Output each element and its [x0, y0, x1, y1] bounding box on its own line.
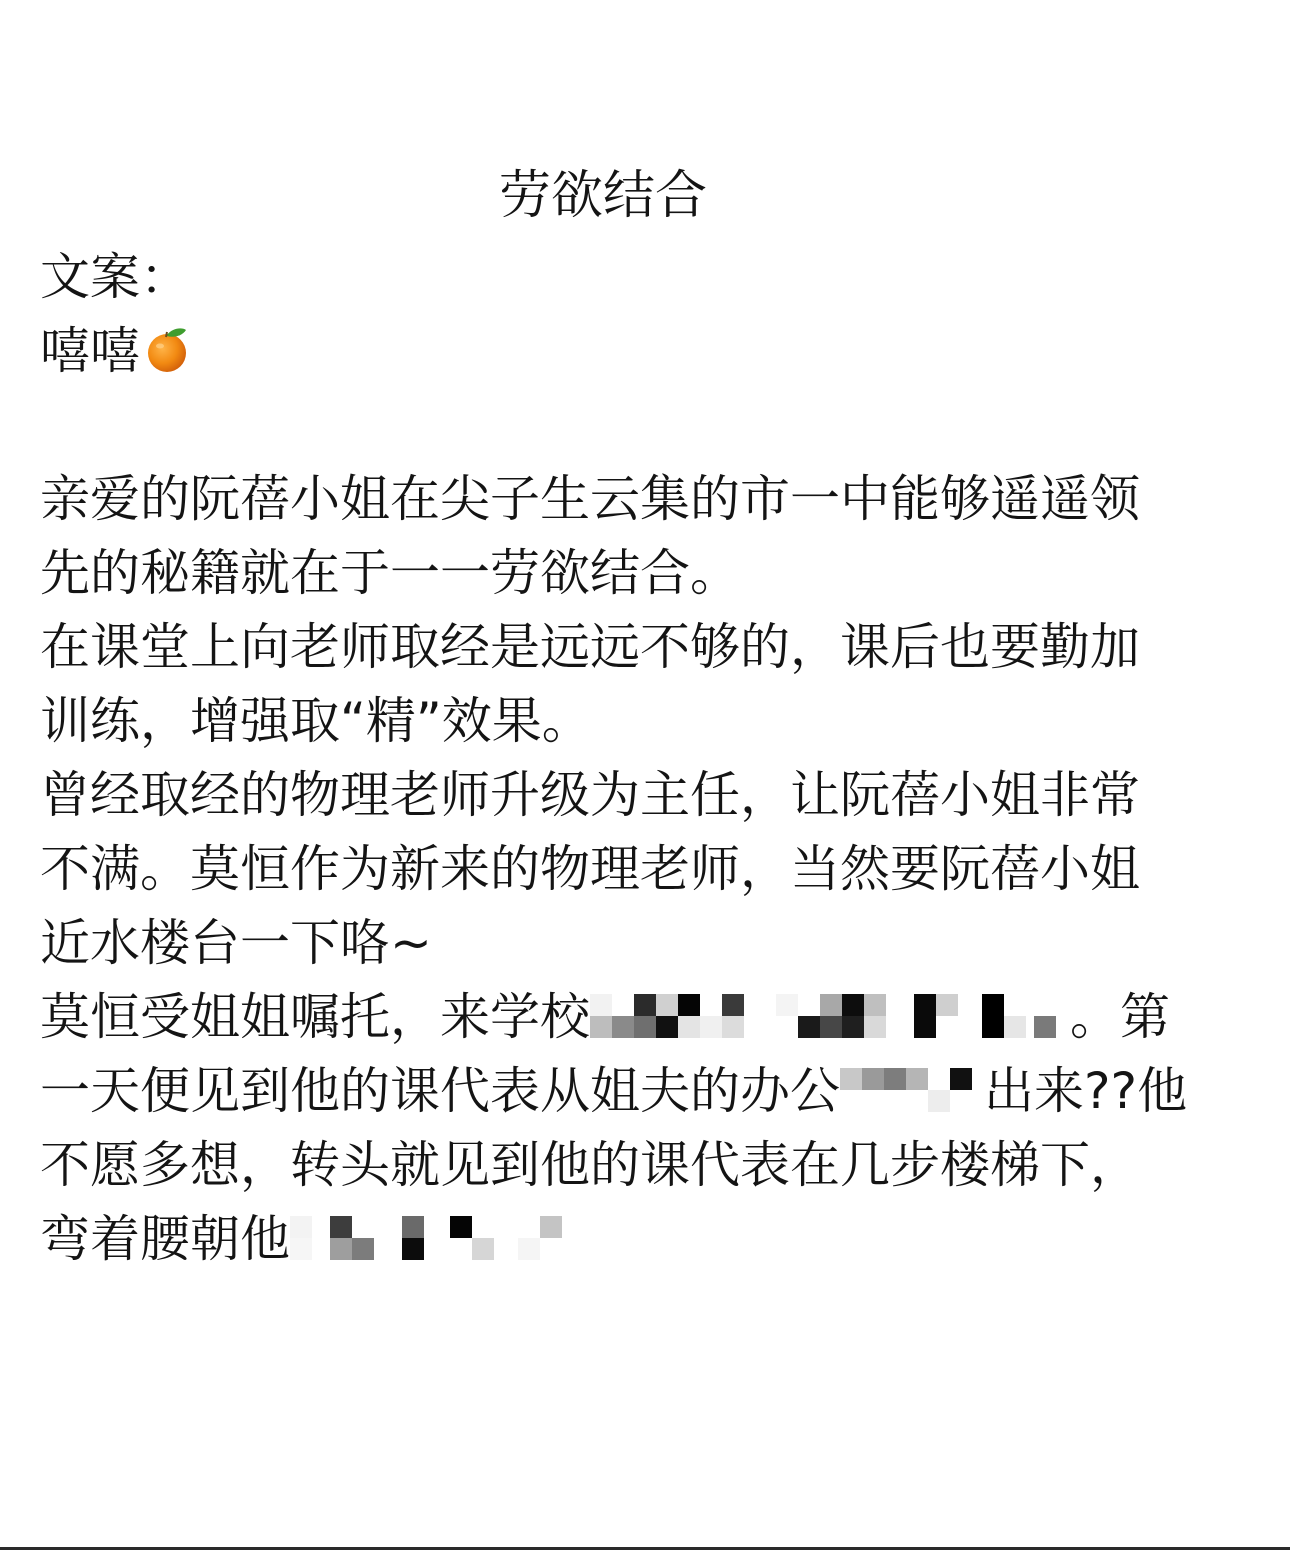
- paragraph-4-line-2-start: 一天便见到他的课代表从姐夫的办公: [40, 1062, 840, 1120]
- paragraph-2-line-2: 训练，增强取“精”效果。: [40, 692, 592, 750]
- intro-line: [40, 314, 1210, 388]
- intro-label: 文案：: [40, 248, 190, 306]
- paragraph-4-line-3: 不愿多想，转头就见到他的课代表在几步楼梯下，: [40, 1136, 1140, 1194]
- paragraph-4-line-1-start: 莫恒受姐姐嘱托，来学校: [40, 988, 590, 1046]
- paragraph-3-line-3: 近水楼台一下咯~: [40, 914, 432, 972]
- paragraph-3-line-2: 不满。莫恒作为新来的物理老师，当然要阮蓓小姐: [40, 840, 1140, 898]
- redaction-mosaic-2: [840, 1068, 984, 1122]
- paragraph-4-line-2-end: 出来??他: [984, 1062, 1188, 1120]
- redaction-mosaic-3: [290, 1216, 610, 1270]
- blank-line: [40, 388, 1210, 462]
- paragraph-4-line-4: [40, 1202, 1210, 1276]
- paragraph-4-line-2: [40, 1054, 1210, 1128]
- document-title: 劳欲结合: [498, 166, 707, 226]
- paragraph-4-line-4-start: 弯着腰朝他: [40, 1210, 290, 1268]
- redaction-mosaic-1: [590, 994, 1070, 1048]
- paragraph-4-line-1: [40, 980, 1210, 1054]
- paragraph-1-line-1: 亲爱的阮蓓小姐在尖子生云集的市一中能够遥遥领: [40, 470, 1140, 528]
- paragraph-4-line-1-end: 。第: [1070, 988, 1170, 1046]
- paragraph-1-line-2: 先的秘籍就在于一一劳欲结合。: [40, 544, 740, 602]
- paragraph-3-line-1: 曾经取经的物理老师升级为主任，让阮蓓小姐非常: [40, 766, 1140, 824]
- tangerine-icon: [142, 320, 192, 370]
- paragraph-2-line-1: 在课堂上向老师取经是远远不够的，课后也要勤加: [40, 618, 1140, 676]
- intro-text: 嘻嘻: [40, 322, 140, 380]
- document-body: [40, 240, 1210, 1276]
